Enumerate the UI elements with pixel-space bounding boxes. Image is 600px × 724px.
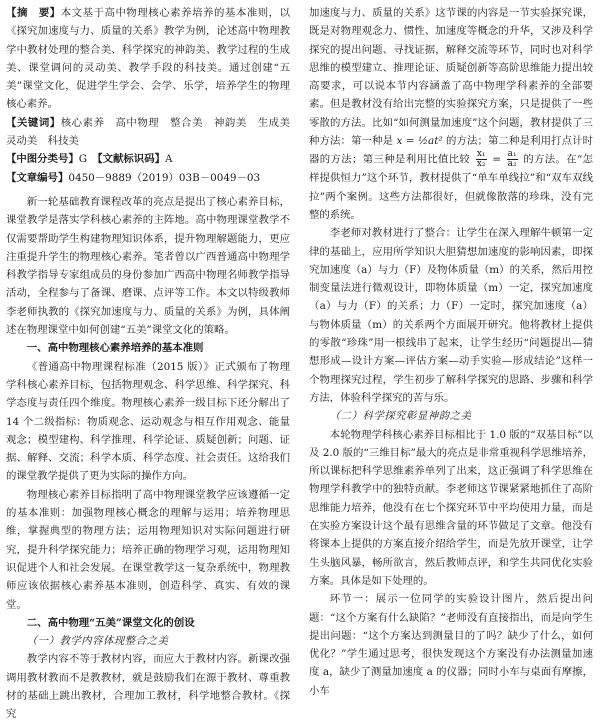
article-label: 【文章编号】 [6,171,69,184]
paragraph-content: 教学内容不等于教材内容，而应大于教材内容。新课改强调用教材教而不是教教材，就是鼓励我们在源于教材、尊重教材的基础上跳出教材，合理加工教材，科学地整合教材。《探究 [6,653,290,721]
paragraph-integration: 加速度与力、质量的关系》这节课的内容是一节实验探究课，既是对物理观念力、惯性、加速度等概念的升华，又涉及科学探究的提出问题、寻找证据，解释交流等环节，同时也对科学思维的模型建立、推理论证、质疑创新等高阶思维能力提出较高要求，可以说本节内容涵盖了高中物理学科素养的全部要素。但是教材没有给出完整的实验探究方案，只是提供了一些零散的方法。比如“如何测量加速度”这个问题，教材提供了三种方法：第一种是 x = ½at² 的方法；第二种是利用打点计时器的方法；第三种是利用比值比较 $\frac{\text{x₁}}{\text{x₂}}$ = $\frac{\text{a₁}}{\text{a₂}}$ 的方法。在“怎样提供恒力”这个环节，教材提供了“单车单线拉”和“双车双线拉”两个案例。这些方法都很好，但就像散落的珍珠，没有完整的系统。 [309,7,594,221]
paragraph-integration-text: 加速度与力、质量的关系》这节课的内容是一节实验探究课，既是对物理观念力、惯性、加速度等概念的升华，又涉及科学探究的提出问题、寻找证据，解释交流等环节，同时也对科学思维的模型建立、推理论证、质疑创新等高阶思维能力提出较高要求，可以说本节内容涵盖了高中物理学科素养的全部要素。但是教材没有给出完整的实验探究方案，只是提供了一些零散的方法。比如“如何测量加速度”这个问题，教材提供了三种方法：第一种是 [309,7,593,148]
ratio-x-denominator: x₂ [476,159,486,170]
ratio-a [507,150,518,169]
paragraph-standard: 《普通高中物理课程标准（2015 版）》正式颁布了物理学科核心素养目标，包括物理观念、科学思维、科学探究、科学态度与责任四个维度。物理核心素养一级目标下还分解出了 14 个二级指标：物质观念、运动观念与相互作用观念、能量观念；模型建构、科学推理、科学论证、质疑创新；问题、证据、解释、交流；科学本质、科学态度、社会责任。这给我们的课堂教学提供了更为实际的操作方向。 [6,360,290,483]
keywords-label: 【关键词】 [6,116,61,129]
paragraph-integration-text-b: 的方法；第二种是利用打点计时器的方法；第三种是利用比值比较 [309,135,594,166]
doc-label: 【文献标识码】 [97,153,165,166]
subsection-heading-1: （一）教学内容体现整合之美 [26,635,169,648]
section-heading-2: 二、高中物理“五美”课堂文化的创设 [26,616,195,629]
abstract-text: 本文基于高中物理核心素养培养的基本准则，以《探究加速度与力、质量的关系》教学为例，论述高中物理教学中教材处理的整合美、科学探究的神韵美、教学过程的生成美、课堂调问的灵动美、教学手段的科技美。通过创建“五美”课堂文化，促进学生学会、会学、乐学，培养学生的物理核心素养。 [6,7,291,111]
classification-line [6,150,290,168]
right-column [309,4,593,700]
paragraph-principles: 物理核心素养目标指明了高中物理课堂教学应该遵循一定的基本准则：加强物理核心概念的理解与运用；培养物理思维，掌握典型的物理方法；运用物理知识对实际问题进行研究，提升科学探究能力；培养正确的物理学习观，运用物理知识促进个人和社会发展。在课堂教学这一复杂系统中，物理教师应该依据核心素养基本准则，创造科学、真实、有效的课堂。 [6,488,290,611]
ratio-x [476,150,487,169]
subsection-heading-2: （二）科学探究彰显神韵之美 [329,410,472,423]
clc-value: G [78,153,88,166]
clc-label: 【中图分类号】 [6,153,79,166]
abstract [6,4,290,114]
intro-paragraph: 新一轮基础教育课程改革的亮点是提出了核心素养目标，课堂教学是落实学科核心素养的主阵地。高中物理课堂教学不仅需要帮助学生构建物理知识体系，提升物理解题能力，更应注重提升学生的物理核心素养。笔者曾以广西普通高中物理学科教学指导专家组成员的身份参加广西高中物理名师教学指导活动，全程参与了备课、磨课、点评等工作。本文以特级教师李老师执教的《探究加速度与力、质量的关系》为例，具体阐述在物理课堂中如何创建“五美”课堂文化的策略。 [6,195,290,337]
formula-displacement: x = ½at² [396,135,443,148]
paragraph-teacher: 李老师对教材进行了整合：让学生在深入理解牛顿第一定律的基础上，应用所学知识大胆猜想加速度的影响因素，即探究加速度（a）与力（F）及物体质量（m）的关系，然后用控制变量法进行微观设计，即物体质量（m）一定，探究加速度（a）与力（F）的关系；力（F）一定时，探究加速度（a）与物体质量（m）的关系两个方面展开研究。他将教材上提供的零散“珍珠”用一根线串了起来，让学生经历“问题提出—猜想形成—设计方案—评估方案—动手实验—形成结论”这样一个物理探究过程，学生初步了解科学探究的思路、步骤和科学方法，体验科学探究的苦与乐。 [309,227,593,404]
doc-value: A [164,153,173,166]
ratio-a-numerator: a₁ [507,149,517,160]
section-heading-1: 一、高中物理核心素养培养的基本准则 [26,342,204,355]
article-value: 0450－9889（2019）03B－0049－03 [68,171,261,184]
abstract-label: 【摘 要】 [6,7,61,19]
article-number-line [6,169,290,187]
left-column [6,4,301,724]
ratio-a-denominator: a₂ [507,159,517,170]
paragraph-thinking: 本轮物理学科核心素养目标相比于 1.0 版的“双基目标”以及 2.0 版的“三维目标”最大的亮点是非常重视科学思维培养，所以课标把科学思维素养单列了出来，这正强调了科学思维在物理学科教学中的独特贡献。李老师这节课紧紧地抓住了高阶思维能力培养，他没有在七个探究环节中平均使用力量，而是在实验方案设计这个最有思维含量的环节做足了文章。他没有将课本上提供的方案直接介绍给学生，而是先放开课堂，让学生头脑风暴，畅所欲言，然后教师点评，和学生共同优化实验方案。具体是如下处理的。 [309,428,593,587]
paragraph-step-one: 环节一：展示一位同学的实验设计图片，然后提出问题：“这个方案有什么缺陷？”老师没有直接指出，而是向学生提出问题：“这个方案达到测量目的了吗？缺少了什么，如何优化？”学生通过思考，很快发现这个方案没有办法测量加速度 a，缺少了测量加速度 a 的仪器；同时小车与桌面有摩擦，小车 [309,593,593,697]
paragraph-integration-text-c: 的方法。在“怎样提供恒力”这个环节，教材提供了“单车单线拉”和“双车双线拉”两个案例。这些方法都很好，但就像散落的珍珠，没有完整的系统。 [309,153,594,221]
keywords-text: 核心素养 高中物理 整合美 神韵美 生成美 灵动美 科技美 [6,116,301,148]
ratio-x-numerator: x₁ [476,149,486,160]
keywords [6,114,301,151]
